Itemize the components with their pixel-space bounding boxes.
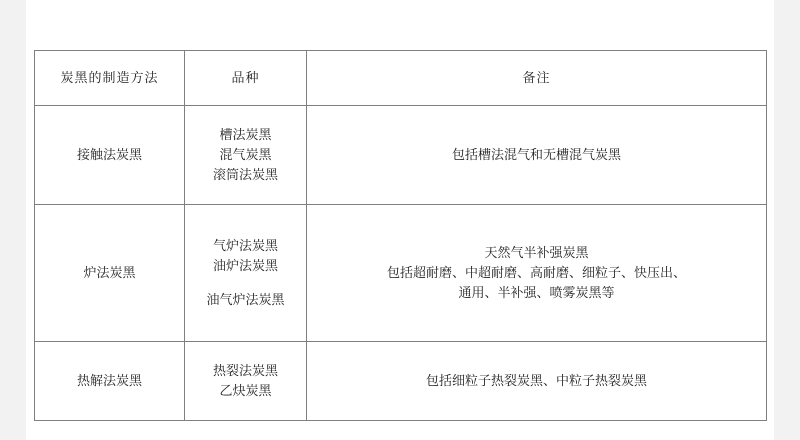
carbon-black-classification-table [34,50,767,421]
cell-varieties [185,106,307,205]
note-line: 包括细粒子热裂炭黑、中粒子热裂炭黑 [425,372,647,388]
cell-method: 炉法炭黑 [35,205,185,342]
cell-varieties [185,342,307,421]
note-line: 包括槽法混气和无槽混气炭黑 [451,146,621,162]
variety-line: 滚筒法炭黑 [212,167,278,183]
variety-line: 油炉法炭黑 [212,257,278,273]
note-line: 包括超耐磨、中超耐磨、高耐磨、细粒子、快压出、 [386,264,686,280]
table-row [35,106,767,205]
header-cell-notes: 备注 [307,51,767,106]
note-line: 天然气半补强炭黑 [484,244,589,260]
header-cell-method: 炭黑的制造方法 [35,51,185,106]
cell-notes [307,106,767,205]
variety-line: 气炉法炭黑 [212,237,278,253]
header-cell-variety: 品种 [185,51,307,106]
table-row [35,205,767,342]
variety-spacer [189,276,302,290]
variety-line: 油气炉法炭黑 [206,292,285,308]
variety-line: 热裂法炭黑 [212,362,278,378]
cell-method: 热解法炭黑 [35,342,185,421]
carbon-black-table-container [34,50,766,421]
table-row [35,342,767,421]
cell-notes [307,342,767,421]
right-margin-band [774,0,800,440]
variety-line: 混气炭黑 [219,146,272,162]
cell-varieties [185,205,307,342]
variety-line: 乙炔炭黑 [219,383,272,398]
variety-line: 槽法炭黑 [219,126,272,142]
left-margin-band [0,0,26,440]
cell-notes [307,205,767,342]
note-line: 通用、半补强、喷雾炭黑等 [458,285,615,301]
cell-method: 接触法炭黑 [35,106,185,205]
table-header-row [35,51,767,106]
